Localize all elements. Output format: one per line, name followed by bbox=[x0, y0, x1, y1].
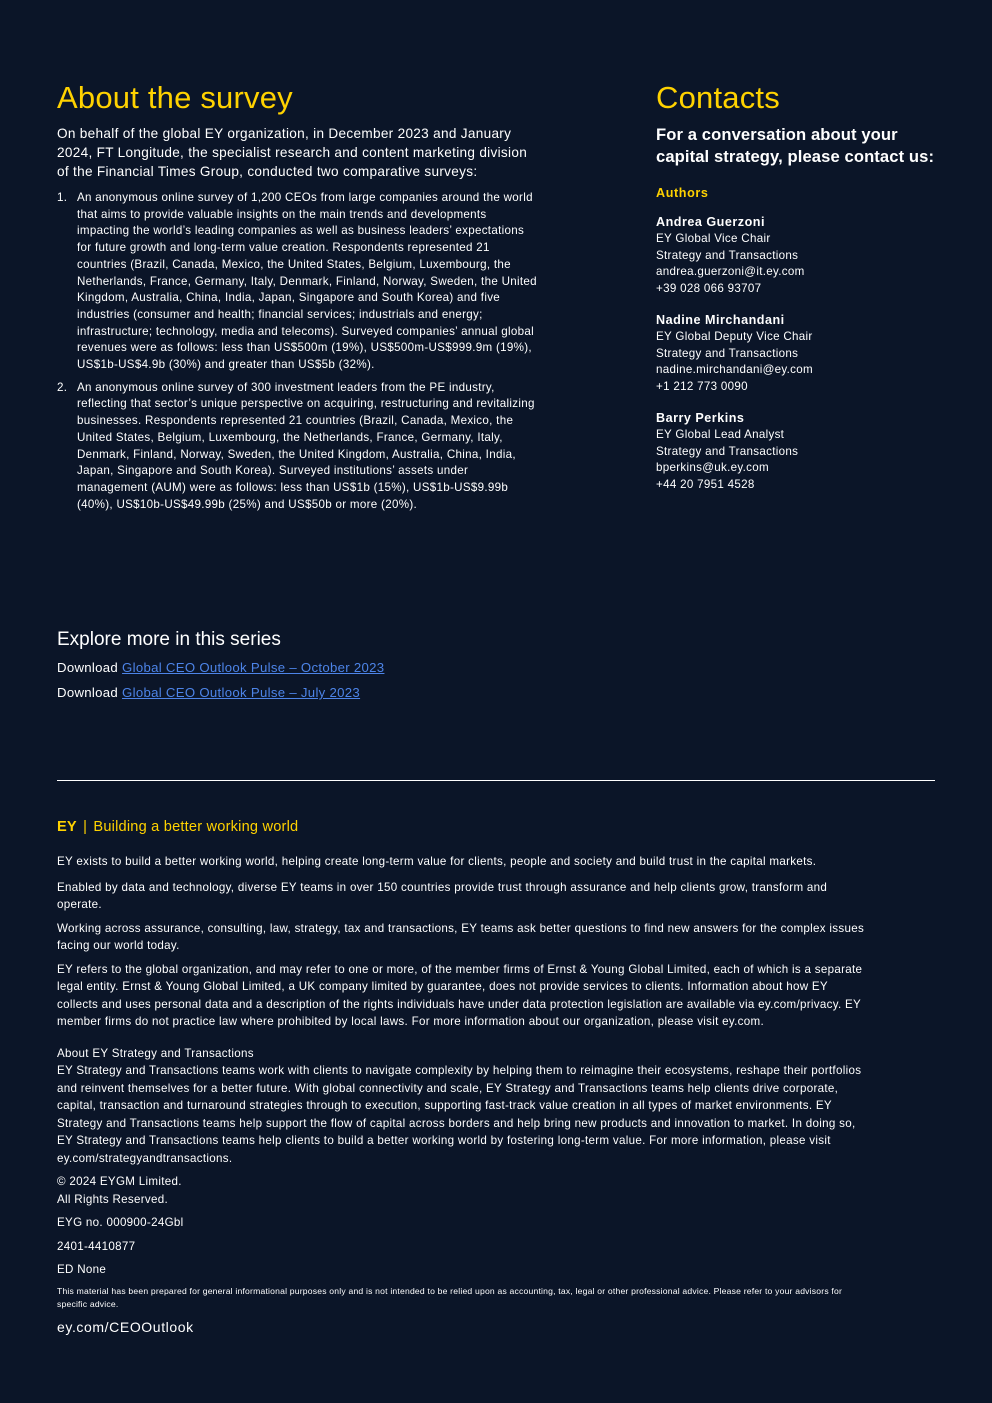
brand-line bbox=[57, 816, 869, 838]
list-item-text: An anonymous online survey of 300 investment leaders from the PE industry, reflecting that sector’s unique perspective on acquiring, restructuring and revitalizing businesses. Respondents represented 21 countries (Brazil, Canada, Mexico, the United States, Belgium, Luxembourg, the Netherlands, France, Germany, Italy, Denmark, Finland, Norway, Sweden, the United Kingdom, Australia, China, India, Japan, Singapore and South Korea). Surveyed institutions’ assets under management (AUM) were as follows: less than US$1b (15%), US$1b-US$9.99b (40%), US$10b-US$49.99b (25%) and US$50b or more (20%). bbox=[77, 380, 535, 511]
october-2023-link[interactable]: Global CEO Outlook Pulse – October 2023 bbox=[122, 660, 385, 675]
author-name: Nadine Mirchandani bbox=[656, 312, 785, 327]
explore-title: Explore more in this series bbox=[57, 629, 281, 650]
about-survey-intro: On behalf of the global EY organization, in December 2023 and January 2024, FT Longitude, the specialist research and content marketing division of the Financial Times Group, conducted two comparative surveys: bbox=[57, 126, 528, 179]
author-name: Barry Perkins bbox=[656, 410, 745, 425]
author-name: Andrea Guerzoni bbox=[656, 215, 765, 229]
author-phone: +39 028 066 93707 bbox=[656, 282, 762, 296]
author-email[interactable]: bperkins@uk.ey.com bbox=[656, 461, 769, 475]
contacts-title: Contacts bbox=[656, 80, 780, 115]
authors-label: Authors bbox=[656, 186, 709, 200]
author-card bbox=[656, 410, 946, 494]
author-role: EY Global Deputy Vice Chair bbox=[656, 329, 813, 343]
footer-paragraph: Enabled by data and technology, diverse EY teams in over 150 countries provide trust through assurance and help clients grow, transform and operate. bbox=[57, 880, 828, 911]
document-code: 2401-4410877 bbox=[57, 1239, 136, 1253]
author-card bbox=[656, 214, 946, 298]
brand-tagline: Building a better working world bbox=[93, 819, 299, 835]
download-label: Download bbox=[57, 660, 119, 675]
july-2023-link[interactable]: Global CEO Outlook Pulse – July 2023 bbox=[122, 685, 361, 700]
author-phone: +1 212 773 0090 bbox=[656, 380, 748, 394]
author-phone: +44 20 7951 4528 bbox=[656, 478, 755, 492]
ed-note: ED None bbox=[57, 1263, 107, 1276]
disclaimer: This material has been prepared for general informational purposes only and is not intended to be relied upon as accounting, tax, legal or other professional advice. Please refer to your advisors for specific advice. bbox=[57, 1285, 843, 1309]
download-row bbox=[57, 680, 657, 705]
copyright: © 2024 EYGM Limited. bbox=[57, 1175, 182, 1188]
author-dept: Strategy and Transactions bbox=[656, 444, 799, 458]
list-item-number: 1. bbox=[57, 191, 68, 204]
download-row bbox=[57, 655, 657, 680]
explore-section bbox=[57, 627, 657, 705]
author-role: EY Global Vice Chair bbox=[656, 231, 771, 245]
footer-paragraph: Working across assurance, consulting, law, strategy, tax and transactions, EY teams ask better questions to find new answers for the complex issues facing our world today. bbox=[57, 921, 865, 952]
download-label: Download bbox=[57, 685, 119, 700]
ey-logo-text: EY bbox=[57, 819, 77, 835]
ceo-outlook-url[interactable]: ey.com/CEOOutlook bbox=[57, 1318, 194, 1335]
footer bbox=[57, 816, 869, 1335]
author-card bbox=[656, 312, 946, 396]
survey-list bbox=[57, 190, 537, 513]
author-role: EY Global Lead Analyst bbox=[656, 427, 785, 441]
eyg-number: EYG no. 000900-24Gbl bbox=[57, 1216, 184, 1229]
author-email[interactable]: andrea.guerzoni@it.ey.com bbox=[656, 265, 805, 279]
author-dept: Strategy and Transactions bbox=[656, 346, 799, 360]
about-survey-section bbox=[57, 80, 537, 519]
strategy-heading: About EY Strategy and Transactions bbox=[57, 1046, 254, 1060]
list-item-text: An anonymous online survey of 1,200 CEOs from large companies around the world that aims to provide valuable insights on the main trends and developments impacting the world’s leading companies as well as business leaders’ expectations for future growth and long-term value creation. Respondents represented 21 countries (Brazil, Canada, Mexico, the United States, Belgium, Luxembourg, the Netherlands, France, Germany, Italy, Denmark, Finland, Norway, Sweden, the United Kingdom, Australia, China, India, Japan, Singapore and South Korea) and five industries (consumer and health; financial services; industrials and energy; infrastructure; technology, media and telecoms). Surveyed companies’ annual global revenues were as follows: less than US$500m (19%), US$500m-US$999.9m (19%), US$1b-US$4.9b (30%) and greater than US$5b (32%). bbox=[77, 191, 537, 372]
list-item-number: 2. bbox=[57, 380, 68, 394]
author-email[interactable]: nadine.mirchandani@ey.com bbox=[656, 363, 813, 377]
brand-separator: | bbox=[83, 819, 88, 835]
about-survey-title: About the survey bbox=[57, 80, 293, 115]
rights-reserved: All Rights Reserved. bbox=[57, 1192, 169, 1206]
contacts-section bbox=[656, 80, 946, 494]
footer-paragraph: EY exists to build a better working world, helping create long-term value for clients, people and society and build trust in the capital markets. bbox=[57, 855, 817, 868]
footer-paragraph: EY refers to the global organization, and may refer to one or more, of the member firms of Ernst & Young Global Limited, each of which is a separate legal entity. Ernst & Young Global Limited, a UK company limited by guarantee, does not provide services to clients. Information about how EY collects and uses personal data and a description of the rights individuals have under data protection legislation are available via ey.com/privacy. EY member firms do not practice law where prohibited by local laws. For more information about our organization, please visit ey.com. bbox=[57, 962, 863, 1028]
section-divider bbox=[57, 780, 935, 781]
contacts-lead: For a conversation about your capital strategy, please contact us: bbox=[656, 125, 935, 166]
list-item bbox=[57, 380, 537, 514]
author-dept: Strategy and Transactions bbox=[656, 248, 799, 262]
list-item bbox=[57, 190, 537, 374]
strategy-body: EY Strategy and Transactions teams work with clients to navigate complexity by helping them to reimagine their ecosystems, reshape their portfolios and reinvent themselves for a better future. With global connectivity and scale, EY Strategy and Transactions teams help clients drive corporate, capital, transaction and turnaround strategies through to execution, supporting fast-track value creation in all types of market environments. EY Strategy and Transactions teams help support the flow of capital across borders and help bring new products and innovation to market. In doing so, EY Strategy and Transactions teams help clients to build a better working world by fostering long-term value. For more information, please visit ey.com/strategyandtransactions. bbox=[57, 1064, 862, 1165]
